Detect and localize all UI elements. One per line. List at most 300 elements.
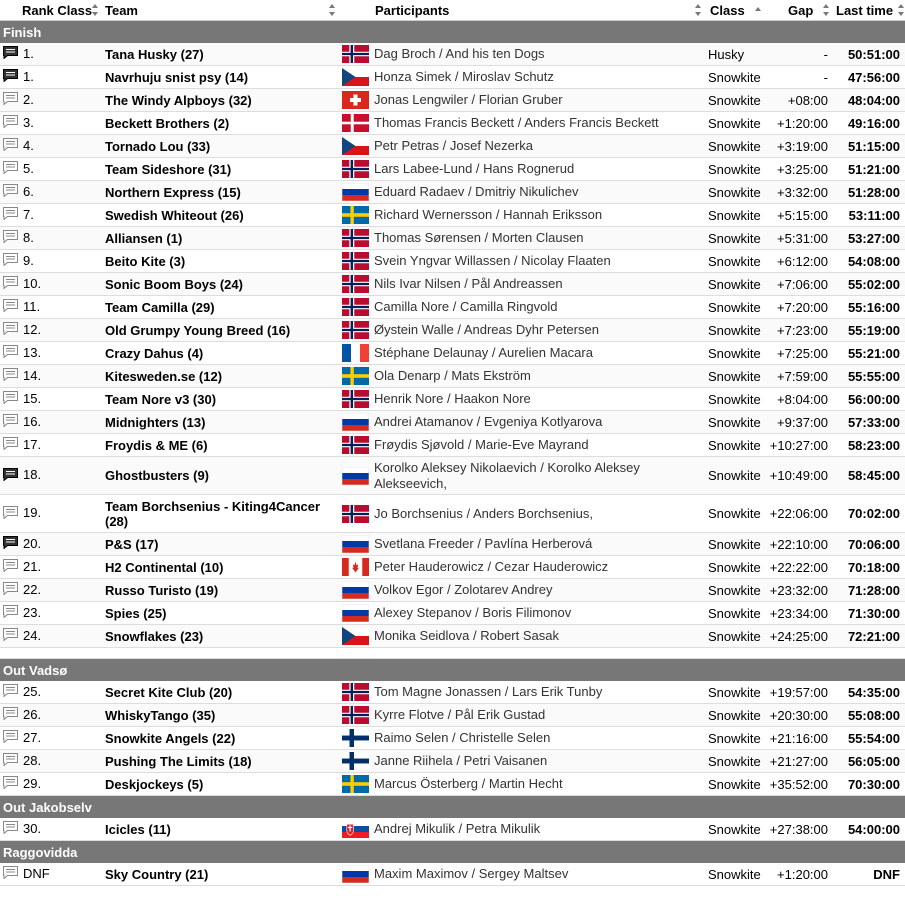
rank-cell xyxy=(0,411,105,434)
gap-value: +3:19:00 xyxy=(768,135,832,158)
group-title: Out Jakobselv xyxy=(0,796,905,819)
last-time-value: 54:35:00 xyxy=(832,681,905,704)
class-value: Snowkite xyxy=(708,66,768,89)
participants-names: Maxim Maximov / Sergey Maltsev xyxy=(374,866,569,881)
gap-value: +22:10:00 xyxy=(768,533,832,556)
rank-cell xyxy=(0,296,105,319)
rank-cell xyxy=(0,457,105,495)
rank-value: 16. xyxy=(23,413,42,429)
result-row[interactable] xyxy=(0,625,905,648)
class-value: Snowkite xyxy=(708,818,768,841)
participants-names: Frøydis Sjøvold / Marie-Eve Mayrand xyxy=(374,437,589,452)
comment-filled-icon[interactable] xyxy=(3,69,18,85)
rank-cell xyxy=(0,556,105,579)
rank-cell xyxy=(0,43,105,66)
result-row[interactable] xyxy=(0,434,905,457)
result-row[interactable] xyxy=(0,533,905,556)
comment-icon[interactable] xyxy=(3,776,18,792)
rank-cell xyxy=(0,273,105,296)
class-value: Snowkite xyxy=(708,681,768,704)
team-name[interactable]: H2 Continental (10) xyxy=(105,556,342,579)
result-row[interactable] xyxy=(0,411,905,434)
team-name[interactable]: Tana Husky (27) xyxy=(105,43,342,66)
comment-icon[interactable] xyxy=(3,345,18,361)
comment-icon[interactable] xyxy=(3,437,18,453)
participants-cell xyxy=(342,250,708,273)
class-value: Snowkite xyxy=(708,602,768,625)
gap-value: +23:32:00 xyxy=(768,579,832,602)
team-name[interactable]: Tornado Lou (33) xyxy=(105,135,342,158)
participants-names: Tom Magne Jonassen / Lars Erik Tunby xyxy=(374,684,603,699)
team-name[interactable]: Navrhuju snist psy (14) xyxy=(105,66,342,89)
rank-cell xyxy=(0,204,105,227)
comment-icon[interactable] xyxy=(3,230,18,246)
denmark-flag-icon xyxy=(342,114,369,132)
team-name[interactable]: The Windy Alpboys (32) xyxy=(105,89,342,112)
sweden-flag-icon xyxy=(342,367,369,385)
comment-icon[interactable] xyxy=(3,322,18,338)
russia-flag-icon xyxy=(342,535,369,553)
comment-icon[interactable] xyxy=(3,253,18,269)
rank-cell xyxy=(0,863,105,886)
norway-flag-icon xyxy=(342,683,369,701)
participants-cell xyxy=(342,89,708,112)
norway-flag-icon xyxy=(342,252,369,270)
participants-names: Camilla Nore / Camilla Ringvold xyxy=(374,299,558,314)
group-header xyxy=(0,21,905,44)
result-row[interactable] xyxy=(0,495,905,533)
last-time-value: 70:18:00 xyxy=(832,556,905,579)
result-row[interactable] xyxy=(0,181,905,204)
norway-flag-icon xyxy=(342,298,369,316)
comment-icon[interactable] xyxy=(3,582,18,598)
team-name[interactable]: Snowkite Angels (22) xyxy=(105,727,342,750)
class-value: Snowkite xyxy=(708,434,768,457)
norway-flag-icon xyxy=(342,321,369,339)
team-name[interactable]: Ghostbusters (9) xyxy=(105,457,342,495)
class-value: Snowkite xyxy=(708,533,768,556)
rank-cell xyxy=(0,750,105,773)
comment-icon[interactable] xyxy=(3,115,18,131)
rank-value: 8. xyxy=(23,229,34,245)
last-time-value: 58:45:00 xyxy=(832,457,905,495)
rank-value: 10. xyxy=(23,275,42,291)
russia-flag-icon xyxy=(342,467,369,485)
class-value: Snowkite xyxy=(708,135,768,158)
gap-value: +27:38:00 xyxy=(768,818,832,841)
comment-icon[interactable] xyxy=(3,628,18,644)
rank-cell xyxy=(0,773,105,796)
col-header-participants[interactable]: Participants xyxy=(342,0,708,21)
participants-cell xyxy=(342,681,708,704)
norway-flag-icon xyxy=(342,436,369,454)
col-header-team[interactable]: Team xyxy=(105,0,342,21)
last-time-value: 53:11:00 xyxy=(832,204,905,227)
participants-names: Honza Simek / Miroslav Schutz xyxy=(374,69,554,84)
participants-names: Dag Broch / And his ten Dogs xyxy=(374,46,545,61)
last-time-value: 55:55:00 xyxy=(832,365,905,388)
rank-cell xyxy=(0,365,105,388)
participants-names: Andrej Mikulik / Petra Mikulik xyxy=(374,821,541,836)
class-value: Snowkite xyxy=(708,411,768,434)
comment-icon[interactable] xyxy=(3,92,18,108)
comment-filled-icon[interactable] xyxy=(3,46,18,62)
result-row[interactable] xyxy=(0,66,905,89)
last-time-value: 72:21:00 xyxy=(832,625,905,648)
result-row[interactable] xyxy=(0,818,905,841)
sort-icon xyxy=(329,4,336,16)
rank-value: 26. xyxy=(23,706,42,722)
rank-cell xyxy=(0,89,105,112)
participants-names: Øystein Walle / Andreas Dyhr Petersen xyxy=(374,322,599,337)
participants-names: Richard Wernersson / Hannah Eriksson xyxy=(374,207,603,222)
rank-value: 6. xyxy=(23,183,34,199)
col-header-rank-class[interactable]: Rank Class xyxy=(0,0,105,21)
participants-cell xyxy=(342,204,708,227)
team-name[interactable]: Snowflakes (23) xyxy=(105,625,342,648)
result-row[interactable] xyxy=(0,750,905,773)
rank-value: 15. xyxy=(23,390,42,406)
last-time-value: 71:28:00 xyxy=(832,579,905,602)
norway-flag-icon xyxy=(342,706,369,724)
comment-icon[interactable] xyxy=(3,414,18,430)
last-time-value: 55:19:00 xyxy=(832,319,905,342)
comment-icon[interactable] xyxy=(3,391,18,407)
comment-icon[interactable] xyxy=(3,184,18,200)
result-row[interactable] xyxy=(0,681,905,704)
czech-flag-icon xyxy=(342,627,369,645)
last-time-value: 56:00:00 xyxy=(832,388,905,411)
last-time-value: 51:28:00 xyxy=(832,181,905,204)
participants-cell xyxy=(342,579,708,602)
gap-value: +08:00 xyxy=(768,89,832,112)
team-name[interactable]: Pushing The Limits (18) xyxy=(105,750,342,773)
last-time-value: 55:21:00 xyxy=(832,342,905,365)
participants-names: Monika Seidlova / Robert Sasak xyxy=(374,628,559,643)
class-value: Snowkite xyxy=(708,181,768,204)
comment-icon[interactable] xyxy=(3,821,18,837)
norway-flag-icon xyxy=(342,160,369,178)
sort-icon xyxy=(898,4,905,16)
result-row[interactable] xyxy=(0,43,905,66)
participants-names: Marcus Österberg / Martin Hecht xyxy=(374,776,563,791)
team-name[interactable]: Icicles (11) xyxy=(105,818,342,841)
team-name[interactable]: Northern Express (15) xyxy=(105,181,342,204)
result-row[interactable] xyxy=(0,89,905,112)
russia-flag-icon xyxy=(342,581,369,599)
group-header xyxy=(0,841,905,864)
class-value: Snowkite xyxy=(708,250,768,273)
result-row[interactable] xyxy=(0,863,905,886)
result-row[interactable] xyxy=(0,112,905,135)
rank-cell xyxy=(0,319,105,342)
class-value: Snowkite xyxy=(708,204,768,227)
header-row xyxy=(0,0,905,21)
rank-value: 2. xyxy=(23,91,34,107)
result-row[interactable] xyxy=(0,602,905,625)
gap-value: +10:49:00 xyxy=(768,457,832,495)
comment-icon[interactable] xyxy=(3,707,18,723)
participants-names: Henrik Nore / Haakon Nore xyxy=(374,391,531,406)
result-row[interactable] xyxy=(0,388,905,411)
rank-cell xyxy=(0,704,105,727)
gap-value: +8:04:00 xyxy=(768,388,832,411)
last-time-value: DNF xyxy=(832,863,905,886)
last-time-value: 54:00:00 xyxy=(832,818,905,841)
result-row[interactable] xyxy=(0,556,905,579)
class-value: Snowkite xyxy=(708,579,768,602)
team-name[interactable]: Beckett Brothers (2) xyxy=(105,112,342,135)
rank-value: 3. xyxy=(23,114,34,130)
participants-cell xyxy=(342,319,708,342)
class-value: Snowkite xyxy=(708,388,768,411)
last-time-value: 54:08:00 xyxy=(832,250,905,273)
comment-icon[interactable] xyxy=(3,866,18,882)
gap-value: +21:16:00 xyxy=(768,727,832,750)
gap-value: - xyxy=(768,66,832,89)
team-name[interactable]: Secret Kite Club (20) xyxy=(105,681,342,704)
last-time-value: 70:02:00 xyxy=(832,495,905,533)
team-name[interactable]: Team Sideshore (31) xyxy=(105,158,342,181)
team-name[interactable]: Beito Kite (3) xyxy=(105,250,342,273)
team-name[interactable]: Spies (25) xyxy=(105,602,342,625)
participants-cell xyxy=(342,43,708,66)
rank-cell xyxy=(0,135,105,158)
rank-value: DNF xyxy=(23,865,50,881)
team-name[interactable]: WhiskyTango (35) xyxy=(105,704,342,727)
switzerland-flag-icon xyxy=(342,91,369,109)
result-row[interactable] xyxy=(0,773,905,796)
participants-names: Janne Riihela / Petri Vaisanen xyxy=(374,753,548,768)
team-name[interactable]: Sky Country (21) xyxy=(105,863,342,886)
group-spacer xyxy=(0,648,905,659)
gap-value: +1:20:00 xyxy=(768,112,832,135)
participants-cell xyxy=(342,227,708,250)
last-time-value: 55:02:00 xyxy=(832,273,905,296)
participants-cell xyxy=(342,66,708,89)
comment-icon[interactable] xyxy=(3,684,18,700)
team-name[interactable]: P&S (17) xyxy=(105,533,342,556)
rank-cell xyxy=(0,818,105,841)
participants-names: Peter Hauderowicz / Cezar Hauderowicz xyxy=(374,559,609,574)
class-value: Snowkite xyxy=(708,227,768,250)
participants-names: Eduard Radaev / Dmitriy Nikulichev xyxy=(374,184,579,199)
result-row[interactable] xyxy=(0,204,905,227)
last-time-value: 57:33:00 xyxy=(832,411,905,434)
finland-flag-icon xyxy=(342,729,369,747)
team-name[interactable]: Team Nore v3 (30) xyxy=(105,388,342,411)
group-title: Out Vadsø xyxy=(0,659,905,682)
participants-names: Jo Borchsenius / Anders Borchsenius, xyxy=(374,505,593,521)
result-row[interactable] xyxy=(0,365,905,388)
participants-cell xyxy=(342,365,708,388)
rank-value: 14. xyxy=(23,367,42,383)
participants-cell xyxy=(342,750,708,773)
gap-value: +35:52:00 xyxy=(768,773,832,796)
rank-cell xyxy=(0,112,105,135)
gap-value: +23:34:00 xyxy=(768,602,832,625)
rank-value: 27. xyxy=(23,729,42,745)
team-name[interactable]: Froydis & ME (6) xyxy=(105,434,342,457)
last-time-value: 53:27:00 xyxy=(832,227,905,250)
gap-value: +7:23:00 xyxy=(768,319,832,342)
class-value: Snowkite xyxy=(708,319,768,342)
rank-value: 28. xyxy=(23,752,42,768)
rank-cell xyxy=(0,158,105,181)
participants-cell xyxy=(342,273,708,296)
russia-flag-icon xyxy=(342,413,369,431)
result-row[interactable] xyxy=(0,727,905,750)
comment-filled-icon[interactable] xyxy=(3,536,18,552)
participants-cell xyxy=(342,818,708,841)
last-time-value: 70:30:00 xyxy=(832,773,905,796)
slovakia-flag-icon xyxy=(342,820,369,838)
norway-flag-icon xyxy=(342,45,369,63)
participants-cell xyxy=(342,388,708,411)
result-row[interactable] xyxy=(0,227,905,250)
class-value: Snowkite xyxy=(708,273,768,296)
rank-value: 21. xyxy=(23,558,42,574)
participants-names: Thomas Francis Beckett / Anders Francis Beckett xyxy=(374,115,659,130)
comment-icon[interactable] xyxy=(3,161,18,177)
team-name[interactable]: Swedish Whiteout (26) xyxy=(105,204,342,227)
gap-value: +5:31:00 xyxy=(768,227,832,250)
comment-icon[interactable] xyxy=(3,299,18,315)
participants-cell xyxy=(342,773,708,796)
rank-value: 7. xyxy=(23,206,34,222)
gap-value: +10:27:00 xyxy=(768,434,832,457)
comment-icon[interactable] xyxy=(3,368,18,384)
rank-value: 25. xyxy=(23,683,42,699)
participants-cell xyxy=(342,158,708,181)
participants-names: Petr Petras / Josef Nezerka xyxy=(374,138,533,153)
team-name[interactable]: Kitesweden.se (12) xyxy=(105,365,342,388)
russia-flag-icon xyxy=(342,865,369,883)
comment-icon[interactable] xyxy=(3,138,18,154)
gap-value: +22:22:00 xyxy=(768,556,832,579)
gap-value: +7:06:00 xyxy=(768,273,832,296)
russia-flag-icon xyxy=(342,183,369,201)
participants-cell xyxy=(342,533,708,556)
comment-filled-icon[interactable] xyxy=(3,468,18,484)
result-row[interactable] xyxy=(0,273,905,296)
last-time-value: 70:06:00 xyxy=(832,533,905,556)
result-row[interactable] xyxy=(0,296,905,319)
participants-names: Andrei Atamanov / Evgeniya Kotlyarova xyxy=(374,414,603,429)
gap-value: +7:59:00 xyxy=(768,365,832,388)
participants-cell xyxy=(342,704,708,727)
result-row[interactable] xyxy=(0,319,905,342)
col-header-class[interactable]: Class xyxy=(708,0,768,21)
result-row[interactable] xyxy=(0,342,905,365)
last-time-value: 55:16:00 xyxy=(832,296,905,319)
result-row[interactable] xyxy=(0,704,905,727)
participants-names: Stéphane Delaunay / Aurelien Macara xyxy=(374,345,593,360)
participants-cell xyxy=(342,112,708,135)
rank-value: 13. xyxy=(23,344,42,360)
rank-value: 22. xyxy=(23,581,42,597)
gap-value: +21:27:00 xyxy=(768,750,832,773)
rank-cell xyxy=(0,495,105,533)
rank-value: 1. xyxy=(23,45,34,61)
team-name[interactable]: Alliansen (1) xyxy=(105,227,342,250)
rank-value: 12. xyxy=(23,321,42,337)
col-header-last-time[interactable]: Last time xyxy=(832,0,905,21)
participants-names: Volkov Egor / Zolotarev Andrey xyxy=(374,582,553,597)
class-value: Snowkite xyxy=(708,727,768,750)
class-value: Snowkite xyxy=(708,89,768,112)
last-time-value: 71:30:00 xyxy=(832,602,905,625)
norway-flag-icon xyxy=(342,390,369,408)
gap-value: +7:25:00 xyxy=(768,342,832,365)
result-row[interactable] xyxy=(0,135,905,158)
class-value: Snowkite xyxy=(708,457,768,495)
result-row[interactable] xyxy=(0,250,905,273)
comment-icon[interactable] xyxy=(3,753,18,769)
last-time-value: 51:15:00 xyxy=(832,135,905,158)
gap-value: +3:32:00 xyxy=(768,181,832,204)
participants-cell xyxy=(342,135,708,158)
result-row[interactable] xyxy=(0,579,905,602)
rank-cell xyxy=(0,227,105,250)
rank-value: 29. xyxy=(23,775,42,791)
participants-cell xyxy=(342,625,708,648)
norway-flag-icon xyxy=(342,229,369,247)
team-name[interactable]: Russo Turisto (19) xyxy=(105,579,342,602)
group-header xyxy=(0,659,905,682)
participants-names: Nils Ivar Nilsen / Pål Andreassen xyxy=(374,276,563,291)
gap-value: +3:25:00 xyxy=(768,158,832,181)
sort-icon xyxy=(92,4,99,16)
comment-icon[interactable] xyxy=(3,730,18,746)
comment-icon[interactable] xyxy=(3,207,18,223)
team-name[interactable]: Team Borchsenius - Kiting4Cancer (28) xyxy=(105,495,342,533)
gap-value: +7:20:00 xyxy=(768,296,832,319)
participants-cell xyxy=(342,457,708,495)
team-name[interactable]: Crazy Dahus (4) xyxy=(105,342,342,365)
rank-value: 4. xyxy=(23,137,34,153)
team-name[interactable]: Old Grumpy Young Breed (16) xyxy=(105,319,342,342)
rank-cell xyxy=(0,579,105,602)
team-name[interactable]: Team Camilla (29) xyxy=(105,296,342,319)
group-header xyxy=(0,796,905,819)
rank-value: 5. xyxy=(23,160,34,176)
comment-icon[interactable] xyxy=(3,276,18,292)
class-value: Snowkite xyxy=(708,296,768,319)
team-name[interactable]: Deskjockeys (5) xyxy=(105,773,342,796)
participants-cell xyxy=(342,727,708,750)
participants-names: Lars Labee-Lund / Hans Rognerud xyxy=(374,161,575,176)
gap-value: +22:06:00 xyxy=(768,495,832,533)
participants-cell xyxy=(342,863,708,886)
comment-icon[interactable] xyxy=(3,559,18,575)
result-row[interactable] xyxy=(0,457,905,495)
team-name[interactable]: Sonic Boom Boys (24) xyxy=(105,273,342,296)
participants-cell xyxy=(342,495,708,533)
last-time-value: 49:16:00 xyxy=(832,112,905,135)
col-header-gap[interactable]: Gap xyxy=(768,0,832,21)
comment-icon[interactable] xyxy=(3,506,18,522)
rank-cell xyxy=(0,342,105,365)
participants-cell xyxy=(342,411,708,434)
gap-value: +24:25:00 xyxy=(768,625,832,648)
result-row[interactable] xyxy=(0,158,905,181)
finland-flag-icon xyxy=(342,752,369,770)
team-name[interactable]: Midnighters (13) xyxy=(105,411,342,434)
comment-icon[interactable] xyxy=(3,605,18,621)
czech-flag-icon xyxy=(342,137,369,155)
czech-flag-icon xyxy=(342,68,369,86)
